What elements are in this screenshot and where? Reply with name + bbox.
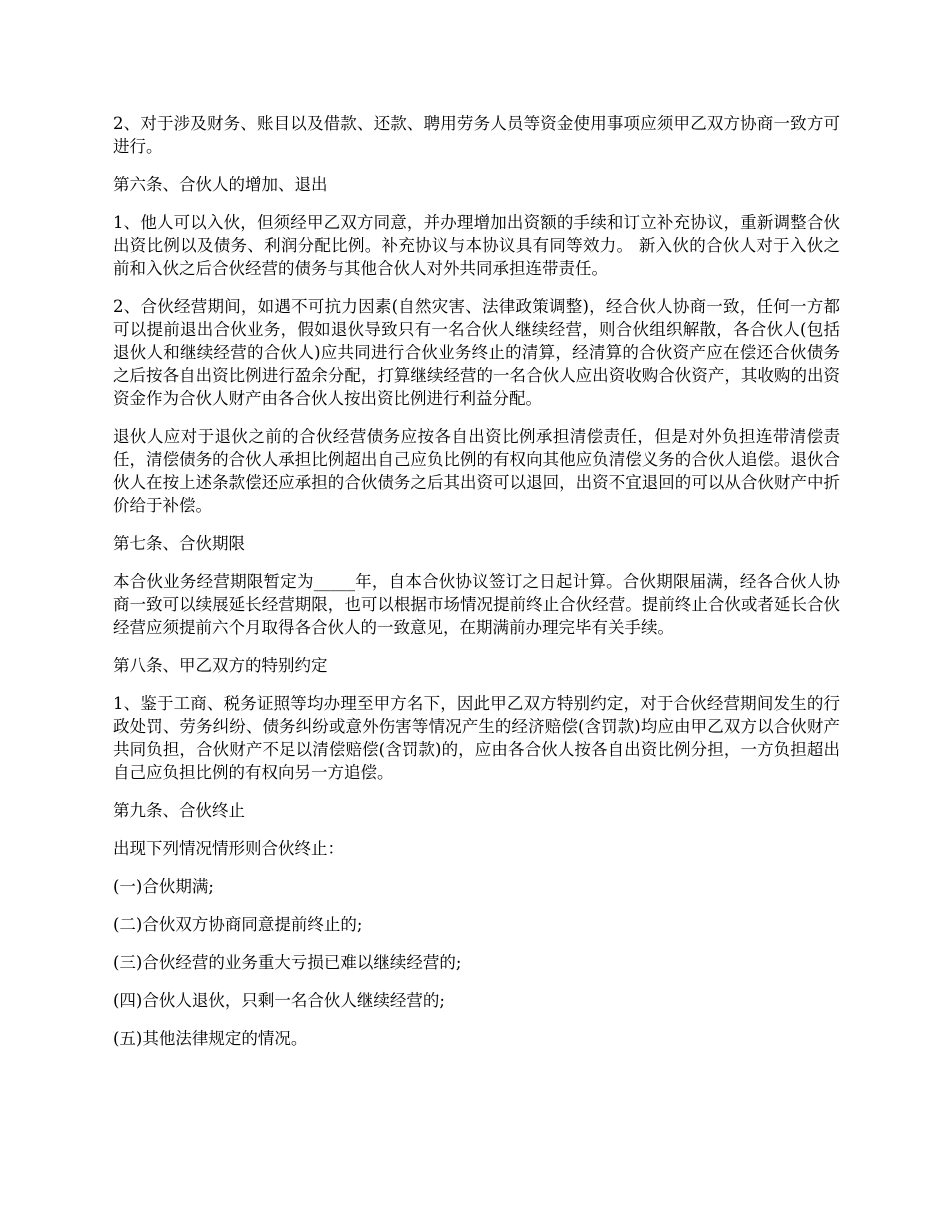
clause-8-item-1: 1、鉴于工商、税务证照等均办理至甲方名下，因此甲乙双方特别约定，对于合伙经营期间发生的行政处罚、劳务纠纷、债务纠纷或意外伤害等情况产生的经济赔偿(含罚款)均应由甲乙双方以合伙财产共同负担，合伙财产不足以清偿赔偿(含罚款)的，应由各合伙人按各自出资比例分担，一方负担超出自己应负担比例的有权向另一方追偿。 bbox=[113, 694, 840, 782]
clause-9-intro: 出现下列情况情形则合伙终止： bbox=[113, 839, 344, 858]
clause-5-item-2: 2、对于涉及财务、账目以及借款、还款、聘用劳务人员等资金使用事项应须甲乙双方协商一致方可进行。 bbox=[113, 114, 840, 156]
article-8-heading: 第八条、甲乙双方的特别约定 bbox=[113, 656, 328, 675]
clause-7-term: 本合伙业务经营期限暂定为_____年，自本合伙协议签订之日起计算。合伙期限届满，经各合伙人协商一致可以续展延长经营期限，也可以根据市场情况提前终止合伙经营。提前终止合伙或者延长合伙经营应须提前六个月取得各合伙人的一致意见，在期满前办理完毕有关手续。 bbox=[113, 572, 840, 637]
termination-item-2: (二)合伙双方协商同意提前终止的; bbox=[113, 915, 363, 934]
article-6-heading: 第六条、合伙人的增加、退出 bbox=[113, 175, 328, 194]
clause-6-item-2: 2、合伙经营期间，如遇不可抗力因素(自然灾害、法律政策调整)，经合伙人协商一致，任何一方都可以提前退出合伙业务，假如退伙导致只有一名合伙人继续经营，则合伙组织解散，各合伙人(包括退伙人和继续经营的合伙人)应共同进行合伙业务终止的清算，经清算的合伙资产应在偿还合伙债务之后按各自出资比例进行盈余分配，打算继续经营的一名合伙人应出资收购合伙资产，其收购的出资资金作为合伙人财产由各合伙人按出资比例进行利益分配。 bbox=[113, 297, 840, 408]
termination-item-3: (三)合伙经营的业务重大亏损已难以继续经营的; bbox=[113, 953, 462, 972]
termination-item-4: (四)合伙人退伙，只剩一名合伙人继续经营的; bbox=[113, 991, 445, 1010]
termination-item-1: (一)合伙期满; bbox=[113, 877, 214, 896]
clause-6-withdrawal: 退伙人应对于退伙之前的合伙经营债务应按各自出资比例承担清偿责任，但是对外负担连带清偿责任，清偿债务的合伙人承担比例超出自己应负比例的有权向其他应负清偿义务的合伙人追偿。退伙合伙人在按上述条款偿还应承担的合伙债务之后其出资可以退回，出资不宜退回的可以从合伙财产中折价给于补偿。 bbox=[113, 427, 840, 515]
clause-6-item-1: 1、他人可以入伙，但须经甲乙双方同意，并办理增加出资额的手续和订立补充协议，重新调整合伙出资比例以及债务、利润分配比例。补充协议与本协议具有同等效力。 新入伙的合伙人对于入伙之前和入伙之后合伙经营的债务与其他合伙人对外共同承担连带责任。 bbox=[113, 213, 840, 278]
document-page bbox=[113, 112, 840, 1065]
article-7-heading: 第七条、合伙期限 bbox=[113, 534, 245, 553]
termination-item-5: (五)其他法律规定的情况。 bbox=[113, 1029, 308, 1048]
article-9-heading: 第九条、合伙终止 bbox=[113, 801, 245, 820]
